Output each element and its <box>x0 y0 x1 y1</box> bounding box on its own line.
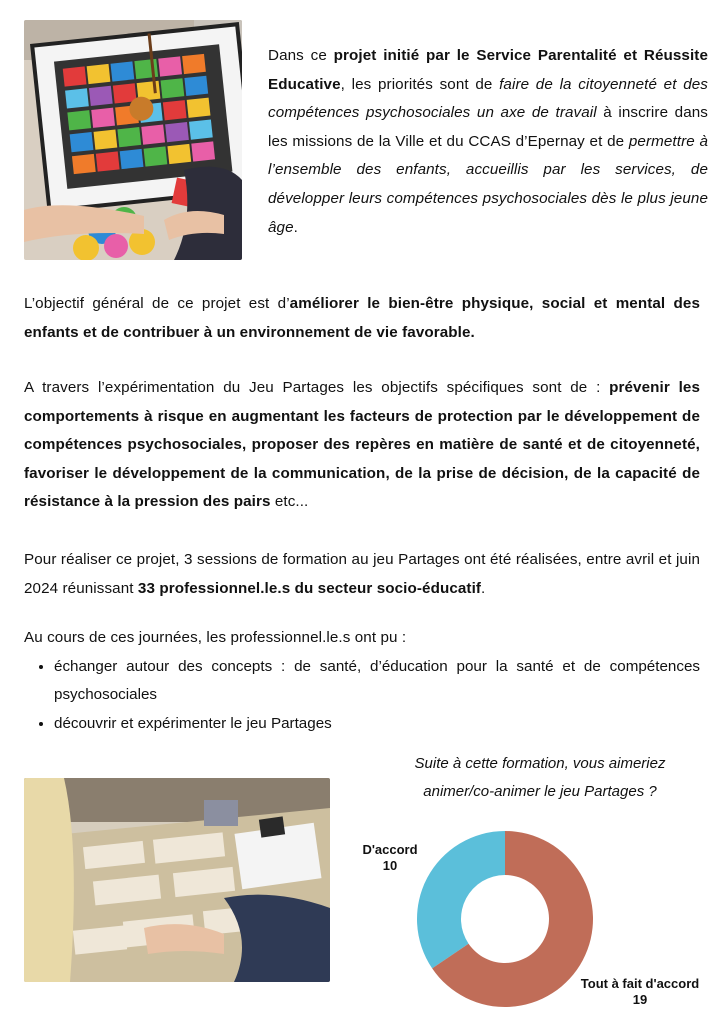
realisation-bold: 33 professionnel.le.s du secteur socio-éducatif <box>137 579 482 597</box>
list-item: • échanger autour des concepts : de santé, d’éducation pour la santé et de compétences psychosociales <box>54 653 700 710</box>
intro-italic-1: faire de la citoyenneté et des compétences psychosociales un axe de travail <box>268 75 708 122</box>
intro-italic-2: permettre à l’ensemble des enfants, accueillis par les services, de développer leurs compétences psychosociales dès le plus jeune âge <box>268 132 708 236</box>
specifiques-text-1: A travers l’expérimentation du Jeu Partages les objectifs spécifiques sont de : <box>24 379 610 396</box>
list-item: • découvrir et expérimenter le jeu Partages <box>54 710 700 739</box>
workshop-photo <box>24 778 330 982</box>
specifiques-bold: prévenir les comportements à risque en augmentant les facteurs de protection par le développement de compétences psychosociales, proposer des repères en matière de santé et de citoyenneté, favoriser le développement de la communication, de la prise de décision, de la capacité de résistance à la pression des pairs <box>24 379 700 511</box>
specifiques-text-2: etc... <box>270 493 309 511</box>
chart-title: Suite à cette formation, vous aimeriez animer/co-animer le jeu Partages ? <box>414 755 666 800</box>
chart-label-daccord-value: 10 <box>382 858 398 873</box>
intro-text-2: , les priorités sont de <box>340 75 500 93</box>
objectif-paragraph <box>24 290 700 347</box>
journees-list <box>24 653 700 739</box>
objectif-text: L’objectif général de ce projet est d’ <box>24 295 290 312</box>
chart-label-daccord-name: D'accord <box>362 842 418 857</box>
intro-text-3: à inscrire dans les missions de la Ville et du CCAS d’Epernay et de <box>268 104 708 150</box>
realisation-text-1: Pour réaliser ce projet, 3 sessions de formation au jeu Partages ont été réalisées, entre avril et juin 2024 réunissant <box>24 551 700 597</box>
board-game-photo <box>24 20 242 260</box>
realisation-text-2: . <box>481 579 486 597</box>
realisation-paragraph <box>24 546 700 603</box>
journees-section <box>24 624 700 738</box>
chart-label-tout-a-fait <box>560 976 720 1008</box>
chart-label-tout-a-fait-value: 19 <box>632 992 648 1007</box>
intro-bold-1: projet initié par le Service Parentalité et Réussite Educative <box>268 47 708 93</box>
journees-intro: Au cours de ces journées, les professionnel.le.s ont pu : <box>24 629 407 646</box>
workshop-illustration <box>24 778 330 982</box>
intro-text-4: . <box>293 218 298 236</box>
specifiques-paragraph <box>24 374 700 517</box>
chart-label-tout-a-fait-name: Tout à fait d'accord <box>580 976 700 991</box>
intro-paragraph <box>268 42 708 242</box>
board-game-illustration <box>24 20 242 260</box>
chart-slice-daccord <box>417 831 505 968</box>
objectif-bold: améliorer le bien-être physique, social et mental des enfants et de contribuer à un environnement de vie favorable. <box>24 295 701 341</box>
intro-text-1: Dans ce <box>268 47 334 64</box>
